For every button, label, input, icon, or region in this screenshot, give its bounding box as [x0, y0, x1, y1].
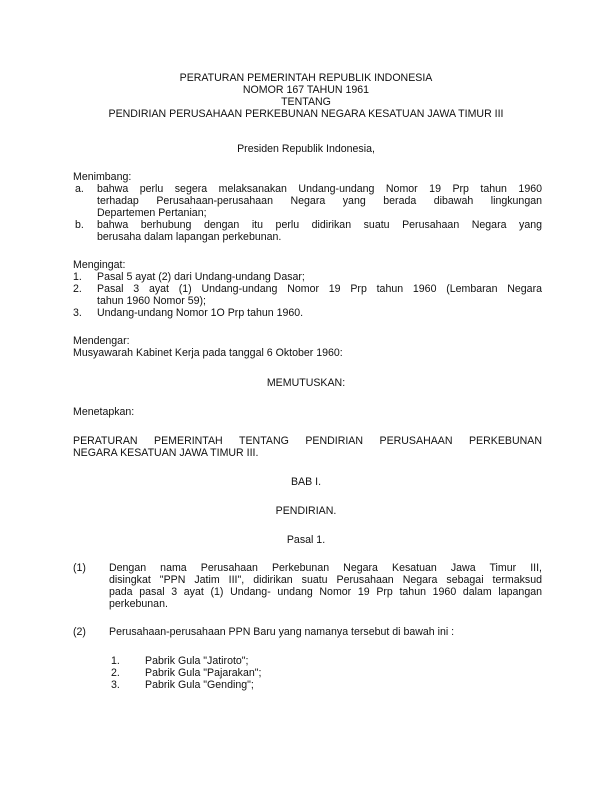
menimbang-heading: Menimbang: [73, 171, 132, 183]
president-line: Presiden Republik Indonesia, [237, 143, 375, 155]
mengingat-heading: Mengingat: [73, 259, 126, 271]
paragraph-2-marker: (2) [73, 626, 86, 638]
pasal-heading: Pasal 1. [286, 534, 326, 546]
mengingat-marker-3: 3. [73, 307, 82, 319]
mendengar-heading: Mendengar: [73, 335, 130, 347]
menimbang-marker-a: a. [75, 183, 84, 195]
title-line-3: TENTANG [281, 96, 331, 108]
paragraph-2-line-1: Perusahaan-perusahaan PPN Baru yang namanya tersebut di bawah ini : [109, 626, 455, 638]
pabrik-item-1: Pabrik Gula "Jatiroto"; [145, 655, 249, 667]
menimbang-a-line-1: bahwa perlu segera melaksanakan Undang-undang Nomor 19 Prp tahun 1960 [97, 183, 542, 195]
title-line-4: PENDIRIAN PERUSAHAAN PERKEBUNAN NEGARA KESATUAN JAWA TIMUR III [108, 108, 504, 120]
paragraph-1-line-3: pada pasal 3 ayat (1) Undang- undang Nomor 19 Prp tahun 1960 dalam lapangan [109, 586, 542, 598]
menetapkan-line-1: PERATURAN PEMERINTAH TENTANG PENDIRIAN PERUSAHAAN PERKEBUNAN [73, 435, 542, 447]
pabrik-marker-2: 2. [111, 667, 120, 679]
mengingat-2-line-1: Pasal 3 ayat (1) Undang-undang Nomor 19 Prp tahun 1960 (Lembaran Negara [97, 283, 542, 295]
paragraph-1-line-2: disingkat "PPN Jatim III", didirikan suatu Perusahaan Negara sebagai termaksud [109, 574, 542, 586]
mengingat-marker-1: 1. [73, 271, 82, 283]
menimbang-marker-b: b. [75, 219, 84, 231]
paragraph-1-line-1: Dengan nama Perusahaan Perkebunan Negara Kesatuan Jawa Timur III, [109, 562, 542, 574]
menetapkan-heading: Menetapkan: [73, 406, 135, 418]
menimbang-b-line-1: bahwa berhubung dengan itu perlu didirikan suatu Perusahaan Negara yang [97, 219, 542, 231]
memutuskan-heading: MEMUTUSKAN: [266, 377, 346, 389]
pabrik-item-2: Pabrik Gula "Pajarakan"; [145, 667, 262, 679]
paragraph-1-marker: (1) [73, 562, 86, 574]
menimbang-a-line-2: terhadap Perusahaan-perusahaan Negara yang berada dibawah lingkungan [97, 195, 542, 207]
mengingat-2-line-2: tahun 1960 Nomor 59); [97, 295, 206, 307]
mendengar-text: Musyawarah Kabinet Kerja pada tanggal 6 Oktober 1960: [73, 347, 343, 359]
pabrik-marker-3: 3. [111, 679, 120, 691]
pabrik-item-3: Pabrik Gula "Gending"; [145, 679, 254, 691]
menimbang-a-line-3: Departemen Pertanian; [97, 207, 207, 219]
mengingat-3-line-1: Undang-undang Nomor 1O Prp tahun 1960. [97, 307, 304, 319]
menetapkan-line-2: NEGARA KESATUAN JAWA TIMUR III. [73, 447, 259, 459]
menimbang-b-line-2: berusaha dalam lapangan perkebunan. [97, 231, 282, 243]
mengingat-1-line-1: Pasal 5 ayat (2) dari Undang-undang Dasar; [97, 271, 305, 283]
bab-heading: BAB I. [290, 476, 322, 488]
mengingat-marker-2: 2. [73, 283, 82, 295]
bab-title: PENDIRIAN. [275, 505, 337, 517]
title-line-1: PERATURAN PEMERINTAH REPUBLIK INDONESIA [179, 72, 433, 84]
paragraph-1-line-4: perkebunan. [109, 598, 168, 610]
title-line-2: NOMOR 167 TAHUN 1961 [242, 84, 370, 96]
pabrik-marker-1: 1. [111, 655, 120, 667]
